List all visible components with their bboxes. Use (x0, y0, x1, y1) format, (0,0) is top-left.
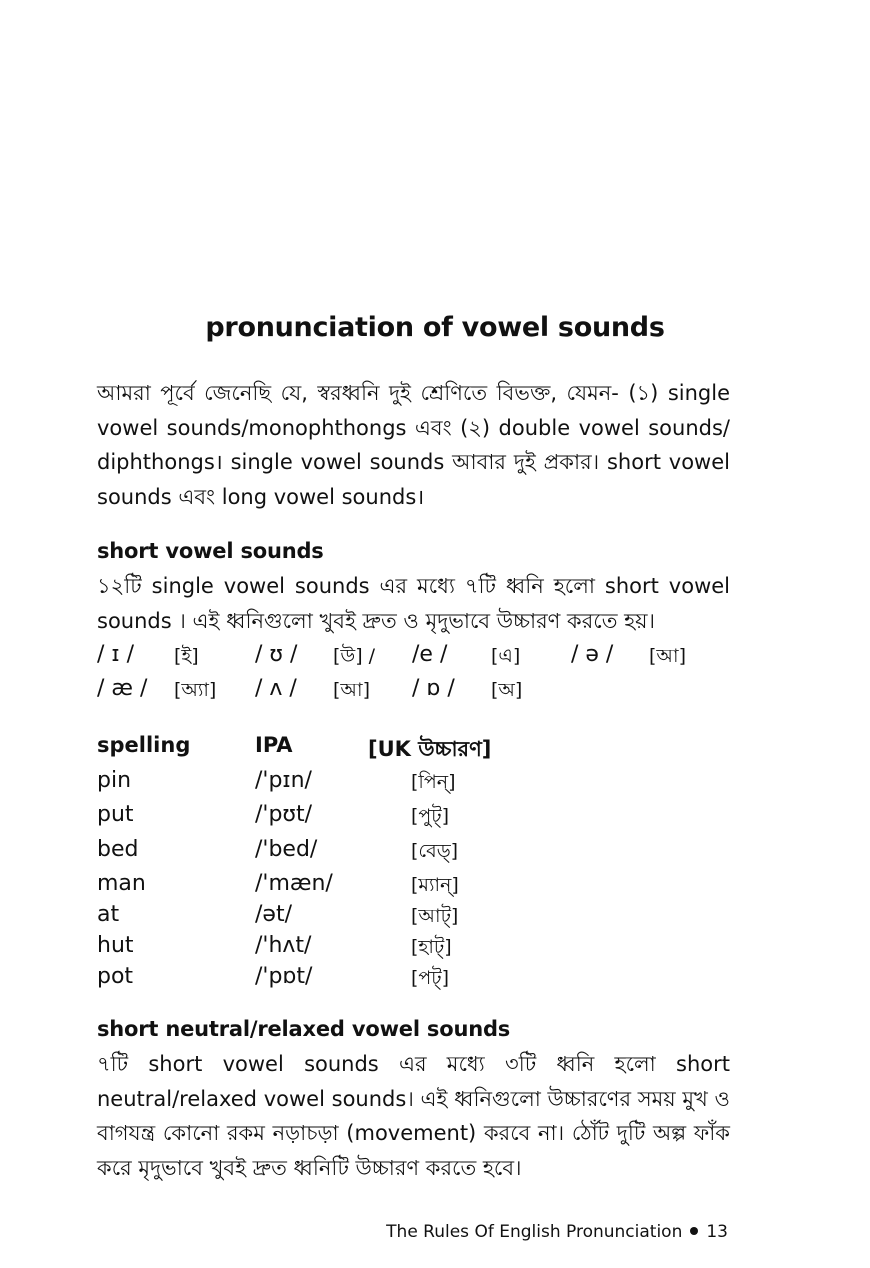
spelling-cell: bed (97, 837, 139, 862)
spelling-cell: pin (97, 768, 132, 793)
ipa-symbol: /e / (412, 642, 448, 667)
table-row (0, 902, 870, 934)
bullet-icon (690, 1227, 698, 1235)
symbol-row (0, 676, 870, 708)
book-title: The Rules Of English Pronunciation (386, 1222, 683, 1242)
ipa-cell: /ət/ (255, 902, 292, 927)
page-title: pronunciation of vowel sounds (205, 312, 665, 343)
bangla-equivalent: [অ] (491, 679, 523, 701)
ipa-symbol: / ɪ / (97, 642, 134, 667)
neutral-vowel-heading: short neutral/relaxed vowel sounds (97, 1017, 511, 1041)
pronunciation-cell: [বেড্] (411, 840, 459, 862)
table-header-ipa: IPA (255, 733, 293, 757)
bangla-equivalent: [আ] (649, 645, 686, 667)
ipa-symbol: / ʌ / (255, 676, 297, 701)
bangla-equivalent: [অ্যা] (174, 679, 217, 701)
ipa-cell: /'hʌt/ (255, 933, 312, 958)
bangla-equivalent: [এ] (491, 645, 521, 667)
ipa-cell: /'pʊt/ (255, 802, 313, 827)
table-row (0, 964, 870, 996)
spelling-cell: put (97, 802, 134, 827)
ipa-symbol: / æ / (97, 676, 148, 701)
ipa-cell: /'bed/ (255, 837, 318, 862)
ipa-symbol: / ə / (571, 642, 614, 667)
table-row (0, 837, 870, 869)
table-header-spelling: spelling (97, 733, 191, 757)
pronunciation-cell: [হাট্] (411, 936, 452, 958)
pronunciation-cell: [আট্] (411, 905, 459, 927)
table-row (0, 768, 870, 800)
bangla-equivalent: [উ] / (333, 645, 376, 667)
ipa-cell: /'pɪn/ (255, 768, 312, 793)
pronunciation-cell: [পুট্] (411, 805, 450, 827)
pronunciation-cell: [পট্] (411, 967, 450, 989)
symbol-row (0, 642, 870, 674)
spelling-cell: man (97, 871, 146, 896)
short-vowel-heading: short vowel sounds (97, 539, 324, 563)
page-footer (386, 1222, 728, 1242)
table-row (0, 802, 870, 834)
table-row (0, 871, 870, 903)
spelling-cell: pot (97, 964, 134, 989)
short-vowel-paragraph: ১২টি single vowel sounds এর মধ্যে ৭টি ধ্বনি হলো short vowel sounds । এই ধ্বনিগুলো খুবই দ্রুত ও মৃদুভাবে উচ্চারণ করতে হয়। (97, 574, 730, 633)
ipa-cell: /'pɒt/ (255, 964, 313, 989)
spelling-cell: hut (97, 933, 134, 958)
pronunciation-cell: [ম্যান্] (411, 874, 459, 896)
table-header-row (0, 733, 870, 765)
bangla-equivalent: [আ] (333, 679, 370, 701)
ipa-symbol: / ʊ / (255, 642, 298, 667)
pronunciation-cell: [পিন্] (411, 771, 456, 793)
ipa-symbol: / ɒ / (412, 676, 455, 701)
spelling-cell: at (97, 902, 120, 927)
ipa-cell: /'mæn/ (255, 871, 333, 896)
page-number: 13 (706, 1222, 728, 1242)
neutral-vowel-paragraph: ৭টি short vowel sounds এর মধ্যে ৩টি ধ্বনি হলো short neutral/relaxed vowel sounds। এই ধ্বনিগুলো উচ্চারণের সময় মুখ ও বাগযন্ত্র কোনো রকম নড়াচড়া (movement) করবে না। ঠোঁট দুটি অল্প ফাঁক করে মৃদুভাবে খুবই দ্রুত ধ্বনিটি উচ্চারণ করতে হবে। (97, 1052, 730, 1180)
table-row (0, 933, 870, 965)
intro-paragraph: আমরা পূর্বে জেনেছি যে, স্বরধ্বনি দুই শ্রেণিতে বিভক্ত, যেমন- (১) single vowel sounds/monophthongs এবং (২) double vowel sounds/ diphthongs। single vowel sounds আবার দুই প্রকার। short vowel sounds এবং long vowel sounds। (97, 381, 730, 509)
bangla-equivalent: [ই] (174, 645, 199, 667)
table-header-pronunciation: [UK উচ্চারণ] (368, 737, 492, 761)
